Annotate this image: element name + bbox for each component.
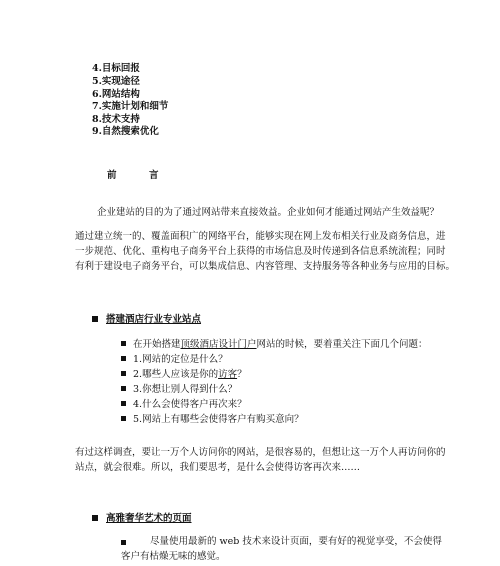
- toc-item: 6.网站结构: [92, 89, 140, 100]
- section2-text-line: 客户有枯燥无味的感觉。: [121, 551, 226, 562]
- visitor-link[interactable]: 访客: [218, 369, 238, 380]
- toc-item: 8.技术支持: [92, 114, 140, 125]
- section-heading-luxury-pages: 高雅奢华艺术的页面: [106, 513, 192, 524]
- list-bullet: [121, 401, 126, 406]
- summary-line: 有过这样调查，要让一万个人访问你的网站，是很容易的，但想让这一万个人再访问你的: [75, 447, 446, 458]
- section-bullet: [92, 515, 98, 521]
- toc-item: 9.自然搜索优化: [92, 126, 159, 137]
- toc-item: 5.实现途径: [92, 76, 140, 87]
- section2-text-line: 尽量使用最新的 web 技术来设计页面，要有好的视觉享受，不会使得: [150, 536, 442, 547]
- list-item: 3.你想让别人得到什么？: [121, 381, 237, 395]
- toc-item: 4.目标回报: [92, 63, 140, 74]
- intro-line: 通过建立统一的、覆盖面积广的网络平台，能够实现在网上发布相关行业及商务信息，进: [75, 231, 446, 242]
- intro-line: 有利于建设电子商务平台，可以集成信息、内容管理、支持服务等各种业务与应用的目标。: [75, 261, 456, 272]
- top-hotel-design-portal-link[interactable]: 顶级酒店设计门户: [180, 339, 257, 350]
- list-bullet: [121, 371, 126, 376]
- toc-item: 7.实施计划和细节: [92, 101, 169, 112]
- list-bullet: [121, 386, 126, 391]
- list-item: 在开始搭建顶级酒店设计门户网站的时候，要着重关注下面几个问题：: [121, 336, 428, 350]
- summary-line: 站点，就会很难。所以，我们要思考，是什么会使得访客再次来……: [75, 462, 361, 473]
- list-item: 4.什么会使得客户再次来？: [121, 396, 247, 410]
- list-bullet: [121, 416, 126, 421]
- section-bullet: [92, 316, 98, 322]
- list-item: 2.哪些人应该是你的访客？: [121, 366, 247, 380]
- list-bullet: [121, 356, 126, 361]
- list-item: 1.网站的定位是什么？: [121, 351, 228, 365]
- list-item: 5.网站上有哪些会使得客户有购买意向？: [121, 411, 304, 425]
- preface-title-right: 言: [149, 170, 159, 181]
- section-heading-hotel-site: 搭建酒店行业专业站点: [106, 314, 202, 325]
- intro-line: 企业建站的目的为了通过网站带来直接效益。企业如何才能通过网站产生效益呢？: [97, 207, 440, 218]
- list-bullet: [121, 341, 126, 346]
- preface-title-left: 前: [107, 170, 117, 181]
- intro-line: 一步规范、优化、重构电子商务平台上获得的市场信息及时传递到各信息系统流程；同时: [75, 246, 446, 257]
- list-bullet: [121, 540, 126, 545]
